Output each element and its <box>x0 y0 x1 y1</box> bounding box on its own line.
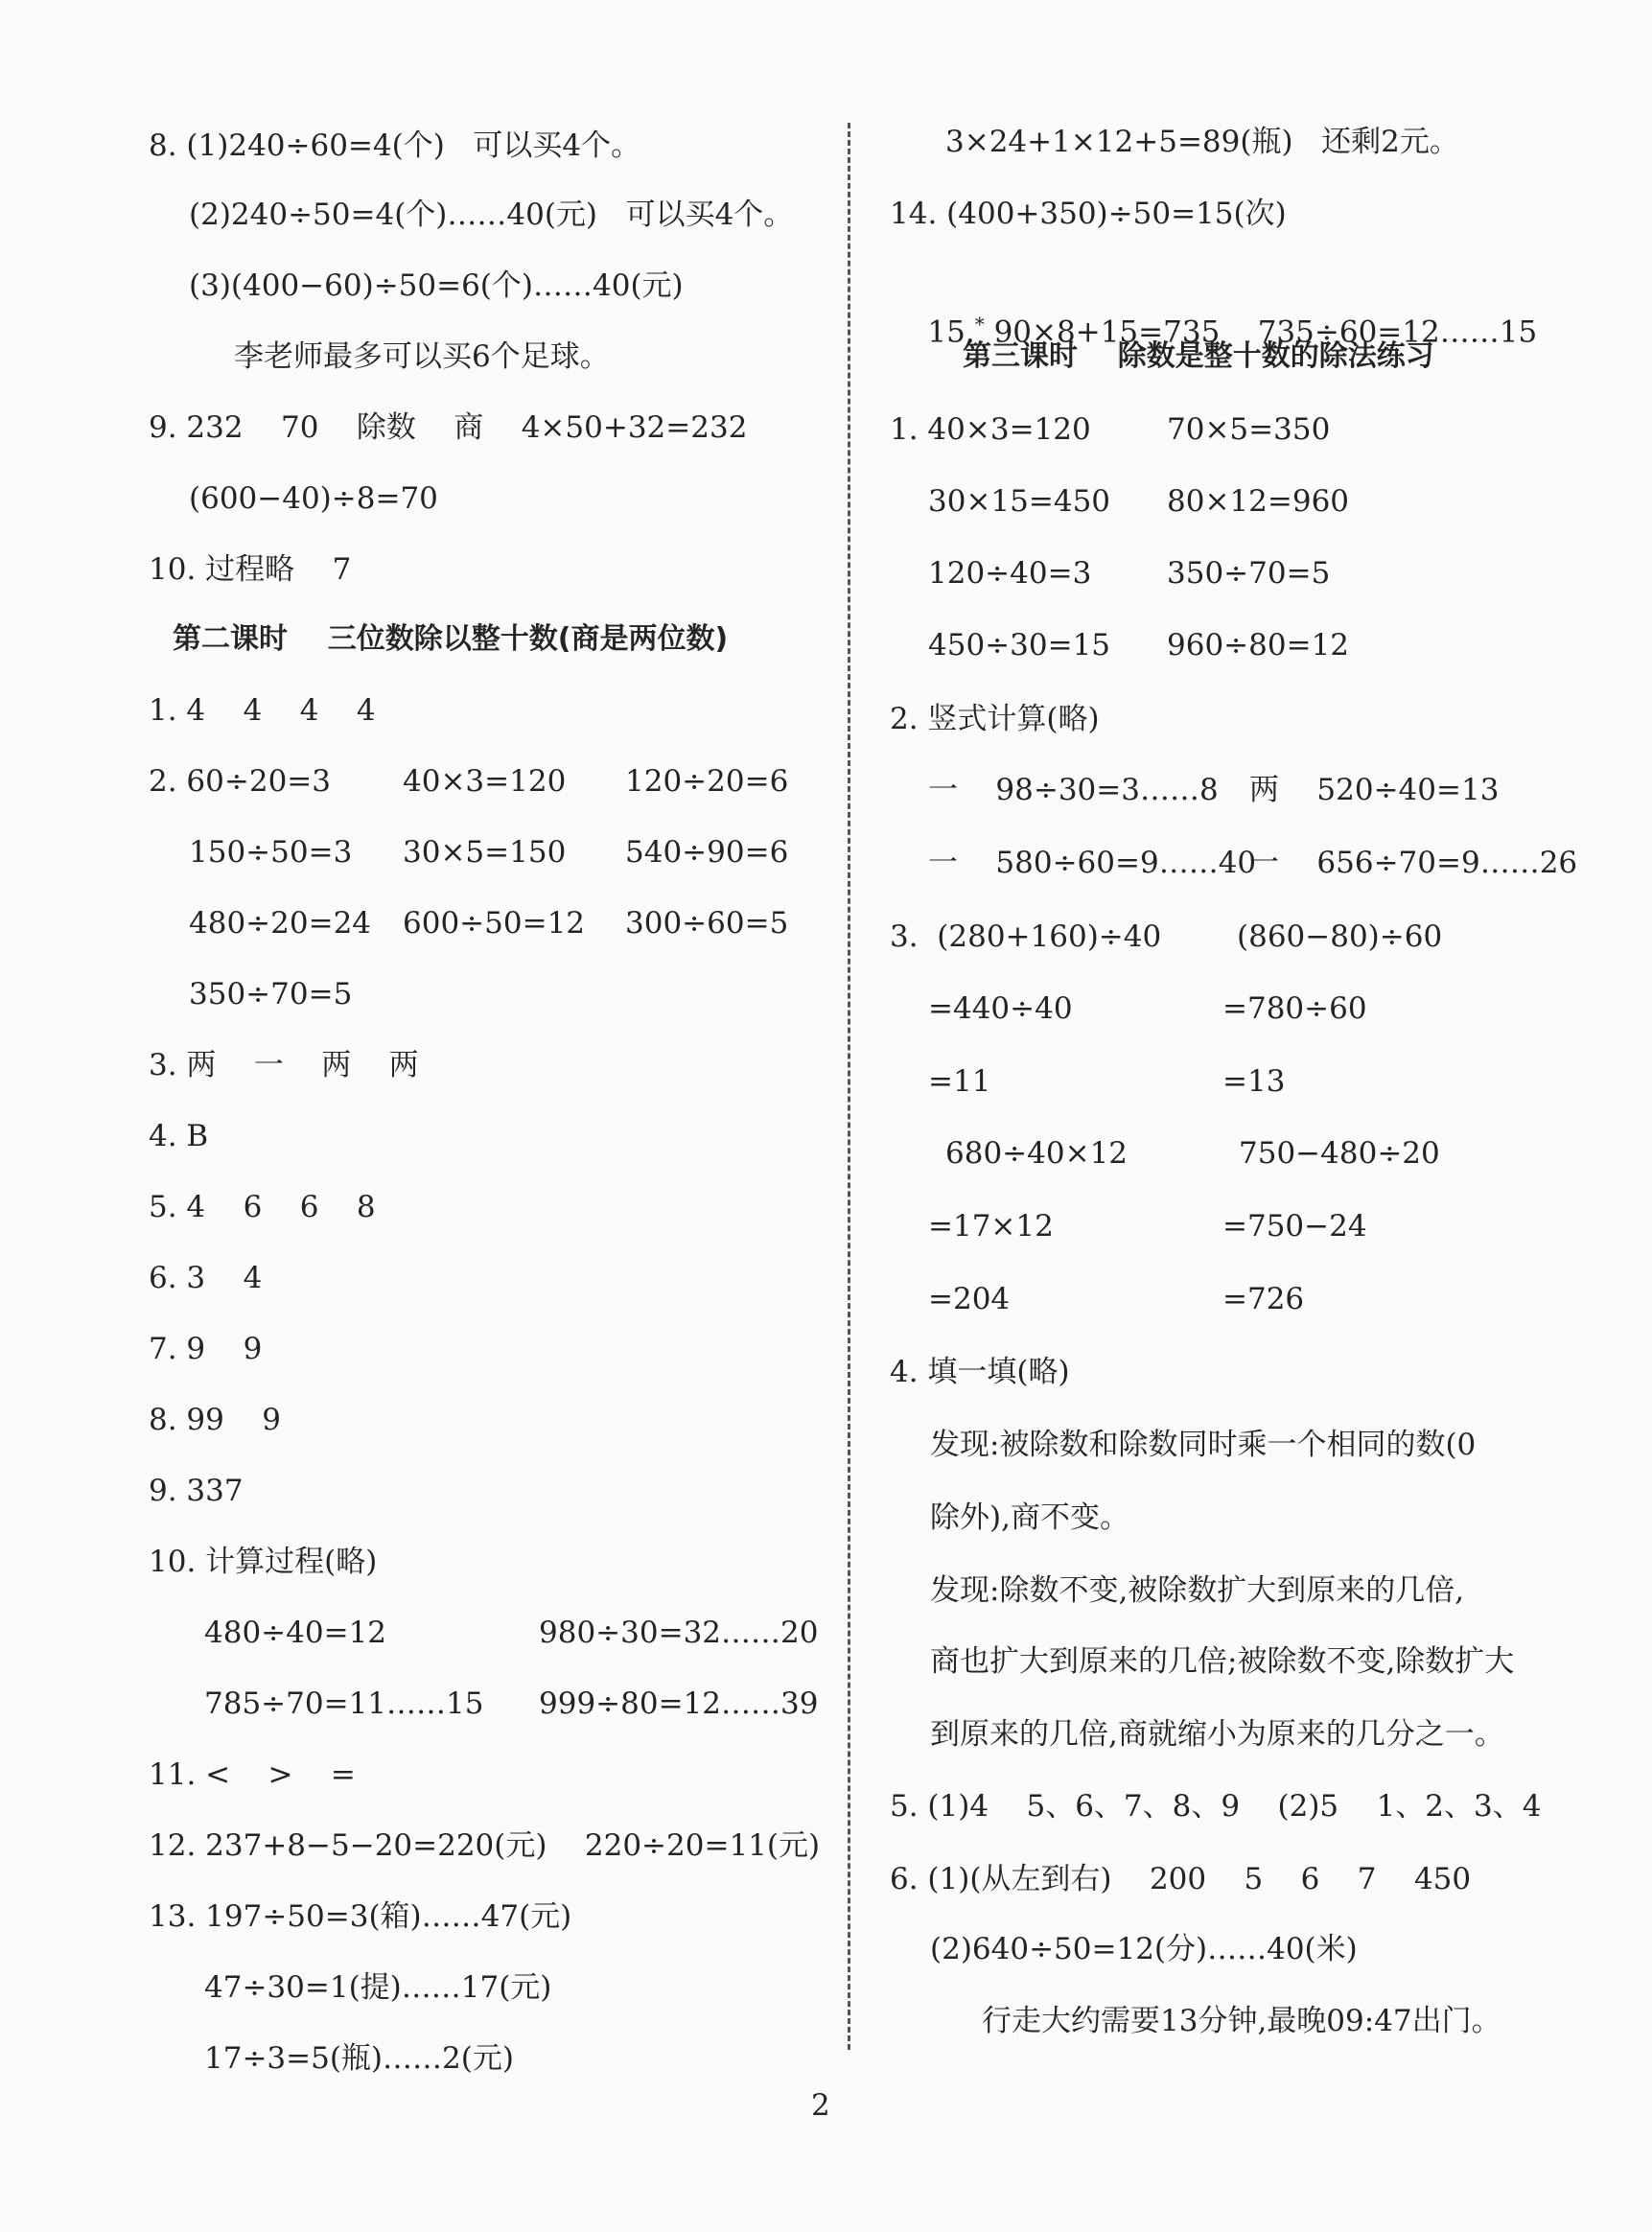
answer-line: =13 <box>1222 1064 1286 1099</box>
answer-line: 6. (1)(从左到右) 200 5 6 7 450 <box>890 1862 1472 1896</box>
answer-line: 5. 4 6 6 8 <box>149 1190 376 1224</box>
answer-line: 30×5=150 <box>403 835 567 870</box>
answer-line: 960÷80=12 <box>1167 628 1350 663</box>
answer-line: 80×12=960 <box>1167 484 1350 519</box>
answer-line: 450÷30=15 <box>928 628 1111 663</box>
answer-line: (2)240÷50=4(个)……40(元) 可以买4个。 <box>189 198 794 232</box>
answer-line: 两 520÷40=13 <box>1249 773 1500 807</box>
answer-line: 一 656÷70=9……26 <box>1249 846 1578 880</box>
answer-line: 120÷20=6 <box>625 764 789 799</box>
answer-line: 3. 两 一 两 两 <box>149 1048 419 1082</box>
column-divider <box>848 123 850 2050</box>
answer-line: 4. B <box>149 1119 209 1153</box>
answer-line: 到原来的几倍,商就缩小为原来的几分之一。 <box>930 1717 1504 1752</box>
answer-line: =750−24 <box>1222 1209 1367 1244</box>
answer-line: 540÷90=6 <box>625 835 789 870</box>
answer-line: 600÷50=12 <box>403 906 586 941</box>
answer-line: 785÷70=11……15 <box>204 1686 484 1721</box>
answer-line: 4. 填一填(略) <box>890 1355 1070 1389</box>
page-number: 2 <box>811 2088 830 2123</box>
answer-line: 8. (1)240÷60=4(个) 可以买4个。 <box>149 128 641 163</box>
item-number: 15. <box>927 314 975 350</box>
answer-line: 2. 竖式计算(略) <box>890 702 1100 736</box>
answer-line: 10. 过程略 7 <box>149 552 352 587</box>
answer-line: 9. 232 70 除数 商 4×50+32=232 <box>149 410 748 445</box>
answer-line: 40×3=120 <box>403 764 567 799</box>
answer-line: 7. 9 9 <box>149 1332 263 1366</box>
answer-line: (600−40)÷8=70 <box>189 481 438 516</box>
answer-line: 12. 237+8−5−20=220(元) 220÷20=11(元) <box>149 1828 821 1863</box>
answer-line: 480÷20=24 <box>189 906 372 941</box>
answer-line: 980÷30=32……20 <box>539 1616 819 1650</box>
answer-line: 一 580÷60=9……40 <box>928 846 1257 880</box>
answer-line: 1. 4 4 4 4 <box>149 693 376 728</box>
answer-line: (2)640÷50=12(分)……40(米) <box>930 1932 1358 1966</box>
answer-line: 150÷50=3 <box>189 835 353 870</box>
answer-line: 480÷40=12 <box>204 1616 387 1650</box>
answer-line: 9. 337 <box>149 1474 244 1508</box>
answer-line: 2. 60÷20=3 <box>149 764 331 799</box>
answer-line: 11. < > = <box>149 1757 356 1792</box>
answer-line: 17÷3=5(瓶)……2(元) <box>204 2041 514 2076</box>
answer-line: =11 <box>928 1064 991 1099</box>
answer-line: 行走大约需要13分钟,最晚09:47出门。 <box>982 2004 1501 2038</box>
answer-line: (860−80)÷60 <box>1237 919 1443 954</box>
answer-line: (3)(400−60)÷50=6(个)……40(元) <box>189 268 684 303</box>
answer-line: 一 98÷30=3……8 <box>928 773 1219 807</box>
answer-line: 750−480÷20 <box>1239 1136 1440 1171</box>
answer-line: 除外),商不变。 <box>930 1500 1129 1535</box>
answer-line: 350÷70=5 <box>1167 556 1331 591</box>
answer-line: 3×24+1×12+5=89(瓶) 还剩2元。 <box>945 125 1459 159</box>
answer-line: =780÷60 <box>1222 991 1367 1026</box>
answer-line: 350÷70=5 <box>189 977 353 1011</box>
answer-line: =726 <box>1222 1282 1305 1316</box>
answer-line: 14. (400+350)÷50=15(次) <box>890 197 1287 231</box>
answer-line: 70×5=350 <box>1167 412 1331 447</box>
answer-line: 47÷30=1(提)……17(元) <box>204 1970 552 2005</box>
answer-line: 13. 197÷50=3(箱)……47(元) <box>149 1899 572 1934</box>
answer-line: 发现:除数不变,被除数扩大到原来的几倍, <box>930 1573 1465 1608</box>
answer-line: 10. 计算过程(略) <box>149 1545 378 1579</box>
answer-line: 商也扩大到原来的几倍;被除数不变,除数扩大 <box>930 1644 1515 1679</box>
answer-line: 8. 99 9 <box>149 1403 282 1437</box>
answer-line: 300÷60=5 <box>625 906 789 941</box>
answer-line: 3. (280+160)÷40 <box>890 919 1162 954</box>
answer-line: 120÷40=3 <box>928 556 1092 591</box>
answer-line: 发现:被除数和除数同时乘一个相同的数(0 <box>930 1428 1477 1462</box>
answer-line: 1. 40×3=120 <box>890 412 1091 447</box>
answer-line: =440÷40 <box>928 991 1073 1026</box>
answer-line: 李老师最多可以买6个足球。 <box>234 339 610 374</box>
answer-line: =17×12 <box>928 1209 1054 1244</box>
answer-line: =204 <box>928 1282 1011 1316</box>
answer-line: 680÷40×12 <box>945 1136 1128 1171</box>
answer-line: 6. 3 4 <box>149 1261 263 1295</box>
section-heading: 第二课时 三位数除以整十数(商是两位数) <box>173 622 729 656</box>
answer-line: 5. (1)4 5、6、7、8、9 (2)5 1、2、3、4 <box>890 1789 1542 1824</box>
optional-star: * <box>974 313 985 336</box>
answer-line: 999÷80=12……39 <box>539 1686 819 1721</box>
section-heading: 第三课时 除数是整十数的除法练习 <box>963 339 1434 373</box>
answer-text: 90×8+15=735 735÷60=12……15 <box>984 314 1538 350</box>
answer-line: 30×15=450 <box>928 484 1111 519</box>
